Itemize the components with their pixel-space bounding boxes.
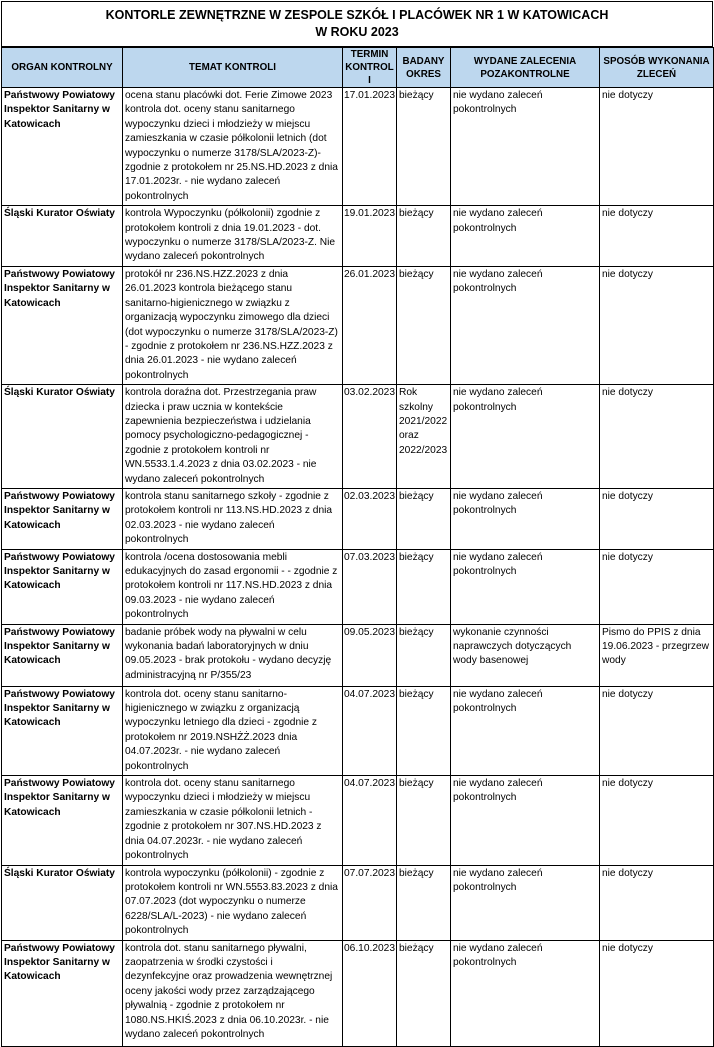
cell-okres: bieżący bbox=[397, 624, 451, 686]
cell-temat: ocena stanu placówki dot. Ferie Zimowe 2023 kontrola dot. oceny stanu sanitarnego wypoczynku dzieci i młodzieży w miejscu zamieszkania w czasie półkolonii letnich (dot wypoczynku o numerze 3178/SLA/2023-Z)- zgodnie z protokołem nr 25.NS.HD.2023 z dnia 17.01.2023r. - nie wydano zaleceń pokontrolnych bbox=[123, 88, 343, 206]
cell-temat: kontrola stanu sanitarnego szkoły - zgodnie z protokołem kontroli nr 113.NS.HD.2023 z dnia 02.03.2023 - nie wydano zaleceń pokontrolnych bbox=[123, 488, 343, 549]
cell-zalecenia: nie wydano zaleceń pokontrolnych bbox=[451, 686, 600, 775]
controls-table bbox=[1, 47, 714, 1047]
cell-termin: 06.10.2023 bbox=[343, 940, 397, 1046]
cell-okres: bieżący bbox=[397, 88, 451, 206]
table-row bbox=[2, 624, 714, 686]
cell-zalecenia: nie wydano zaleceń pokontrolnych bbox=[451, 385, 600, 489]
header-zalecenia: WYDANE ZALECENIA POZAKONTROLNE bbox=[451, 48, 600, 88]
cell-zalecenia: nie wydano zaleceń pokontrolnych bbox=[451, 940, 600, 1046]
cell-termin: 17.01.2023 bbox=[343, 88, 397, 206]
cell-organ: Państwowy Powiatowy Inspektor Sanitarny w Katowicach bbox=[2, 940, 123, 1046]
header-sposob: SPOSÓB WYKONANIA ZLECEŃ bbox=[600, 48, 714, 88]
table-row bbox=[2, 88, 714, 206]
cell-okres: bieżący bbox=[397, 776, 451, 865]
table-row bbox=[2, 686, 714, 775]
cell-organ: Śląski Kurator Oświaty bbox=[2, 865, 123, 940]
cell-termin: 04.07.2023 bbox=[343, 686, 397, 775]
cell-termin: 04.07.2023 bbox=[343, 776, 397, 865]
cell-termin: 02.03.2023 bbox=[343, 488, 397, 549]
cell-termin: 03.02.2023 bbox=[343, 385, 397, 489]
cell-organ: Państwowy Powiatowy Inspektor Sanitarny w Katowicach bbox=[2, 624, 123, 686]
cell-temat: badanie próbek wody na pływalni w celu wykonania badań laboratoryjnych w dniu 09.05.2023 - brak protokołu - wydano decyzję administracyjną nr P/355/23 bbox=[123, 624, 343, 686]
cell-organ: Śląski Kurator Oświaty bbox=[2, 206, 123, 267]
cell-zalecenia: wykonanie czynności naprawczych dotyczących wody basenowej bbox=[451, 624, 600, 686]
cell-organ: Państwowy Powiatowy Inspektor Sanitarny w Katowicach bbox=[2, 488, 123, 549]
cell-sposob: nie dotyczy bbox=[600, 686, 714, 775]
cell-temat: kontrola Wypoczynku (półkolonii) zgodnie z protokołem kontroli z dnia 19.01.2023 - dot. wypoczynku o numerze 3178/SLA/2023-Z. Nie wydano zaleceń pokontrolnych bbox=[123, 206, 343, 267]
cell-temat: kontrola dot. oceny stanu sanitarnego wypoczynku dzieci i młodzieży w miejscu zamieszkania w czasie półkolonii letnich - zgodnie z protokołem nr 307.NS.HD.2023 z dnia 04.07.2023r. - nie wydano zaleceń pokontrolnych bbox=[123, 776, 343, 865]
cell-organ: Państwowy Powiatowy Inspektor Sanitarny w Katowicach bbox=[2, 776, 123, 865]
document-title bbox=[1, 1, 713, 47]
cell-okres: bieżący bbox=[397, 865, 451, 940]
table-row bbox=[2, 488, 714, 549]
title-line-2: W ROKU 2023 bbox=[315, 25, 399, 39]
table-row bbox=[2, 940, 714, 1046]
cell-okres: Rok szkolny 2021/2022 oraz 2022/2023 bbox=[397, 385, 451, 489]
cell-temat: kontrola dot. oceny stanu sanitarno-higienicznego w związku z organizacją wypoczynku letniego dla dzieci - zgodnie z protokołem nr 2019.NSHŻŻ.2023 dnia 04.07.2023r. - nie wydano zaleceń pokontrolnych bbox=[123, 686, 343, 775]
cell-zalecenia: nie wydano zaleceń pokontrolnych bbox=[451, 88, 600, 206]
cell-sposob: nie dotyczy bbox=[600, 266, 714, 384]
cell-sposob: nie dotyczy bbox=[600, 88, 714, 206]
cell-organ: Śląski Kurator Oświaty bbox=[2, 385, 123, 489]
cell-temat: protokół nr 236.NS.HZZ.2023 z dnia 26.01.2023 kontrola bieżącego stanu sanitarno-higienicznego w związku z organizacją wypoczynku zimowego dla dzieci (dot wypoczynku o numerze 3178/SLA/2023-Z) - zgodnie z protokołem nr 236.NS.HZZ.2023 z dnia 26.01.2023 - nie wydano zaleceń pokontrolnych bbox=[123, 266, 343, 384]
cell-termin: 09.05.2023 bbox=[343, 624, 397, 686]
cell-sposob: nie dotyczy bbox=[600, 549, 714, 624]
cell-zalecenia: nie wydano zaleceń pokontrolnych bbox=[451, 776, 600, 865]
cell-temat: kontrola dot. stanu sanitarnego pływalni, zaopatrzenia w środki czystości i dezynfekcyjne oraz prowadzenia wewnętrznej oceny jakości wody przez zarządzającego pływalnią - zgodnie z protokołem nr 1080.NS.HKIŚ.2023 z dnia 06.10.2023r. - nie wydano zaleceń pokontrolnych bbox=[123, 940, 343, 1046]
cell-temat: kontrola wypoczynku (półkolonii) - zgodnie z protokołem kontroli nr WN.5553.83.2023 z dnia 07.07.2023 (dot wypoczynku o numerze 6228/SLA/L-2023) - nie wydano zaleceń pokontrolnych bbox=[123, 865, 343, 940]
cell-okres: bieżący bbox=[397, 266, 451, 384]
cell-organ: Państwowy Powiatowy Inspektor Sanitarny w Katowicach bbox=[2, 266, 123, 384]
cell-sposob: nie dotyczy bbox=[600, 865, 714, 940]
cell-okres: bieżący bbox=[397, 686, 451, 775]
cell-termin: 07.07.2023 bbox=[343, 865, 397, 940]
header-temat: TEMAT KONTROLI bbox=[123, 48, 343, 88]
cell-organ: Państwowy Powiatowy Inspektor Sanitarny w Katowicach bbox=[2, 88, 123, 206]
header-organ: ORGAN KONTROLNY bbox=[2, 48, 123, 88]
cell-zalecenia: nie wydano zaleceń pokontrolnych bbox=[451, 865, 600, 940]
table-row bbox=[2, 206, 714, 267]
table-row bbox=[2, 776, 714, 865]
cell-sposob: nie dotyczy bbox=[600, 488, 714, 549]
cell-zalecenia: nie wydano zaleceń pokontrolnych bbox=[451, 549, 600, 624]
cell-okres: bieżący bbox=[397, 488, 451, 549]
cell-temat: kontrola doraźna dot. Przestrzegania praw dziecka i praw ucznia w kontekście zapewnienia bezpieczeństwa i udzielania pomocy psychologiczno-pedagogicznej - zgodnie z protokołem kontroli nr WN.5533.1.4.2023 z dnia 03.02.2023 - nie wydano zaleceń pokontrolnych bbox=[123, 385, 343, 489]
cell-zalecenia: nie wydano zaleceń pokontrolnych bbox=[451, 488, 600, 549]
cell-sposob: nie dotyczy bbox=[600, 940, 714, 1046]
title-line-1: KONTORLE ZEWNĘTRZNE W ZESPOLE SZKÓŁ I PLACÓWEK NR 1 W KATOWICACH bbox=[105, 8, 609, 22]
cell-organ: Państwowy Powiatowy Inspektor Sanitarny w Katowicach bbox=[2, 686, 123, 775]
cell-sposob: Pismo do PPIS z dnia 19.06.2023 - przegrzew wody bbox=[600, 624, 714, 686]
cell-termin: 26.01.2023 bbox=[343, 266, 397, 384]
document-sheet bbox=[1, 1, 713, 1047]
cell-zalecenia: nie wydano zaleceń pokontrolnych bbox=[451, 266, 600, 384]
header-okres: BADANY OKRES bbox=[397, 48, 451, 88]
table-row bbox=[2, 266, 714, 384]
cell-sposob: nie dotyczy bbox=[600, 385, 714, 489]
table-header-row bbox=[2, 48, 714, 88]
cell-sposob: nie dotyczy bbox=[600, 206, 714, 267]
cell-temat: kontrola /ocena dostosowania mebli edukacyjnych do zasad ergonomii - - zgodnie z protokołem kontroli nr 117.NS.HD.2023 z dnia 09.03.2023 - nie wydano zaleceń pokontrolnych bbox=[123, 549, 343, 624]
cell-okres: bieżący bbox=[397, 549, 451, 624]
header-termin: TERMIN KONTROLI bbox=[343, 48, 397, 88]
table-row bbox=[2, 385, 714, 489]
cell-zalecenia: nie wydano zaleceń pokontrolnych bbox=[451, 206, 600, 267]
table-row bbox=[2, 865, 714, 940]
cell-sposob: nie dotyczy bbox=[600, 776, 714, 865]
cell-termin: 19.01.2023 bbox=[343, 206, 397, 267]
cell-termin: 07.03.2023 bbox=[343, 549, 397, 624]
table-row bbox=[2, 549, 714, 624]
cell-organ: Państwowy Powiatowy Inspektor Sanitarny w Katowicach bbox=[2, 549, 123, 624]
cell-okres: bieżący bbox=[397, 206, 451, 267]
cell-okres: bieżący bbox=[397, 940, 451, 1046]
